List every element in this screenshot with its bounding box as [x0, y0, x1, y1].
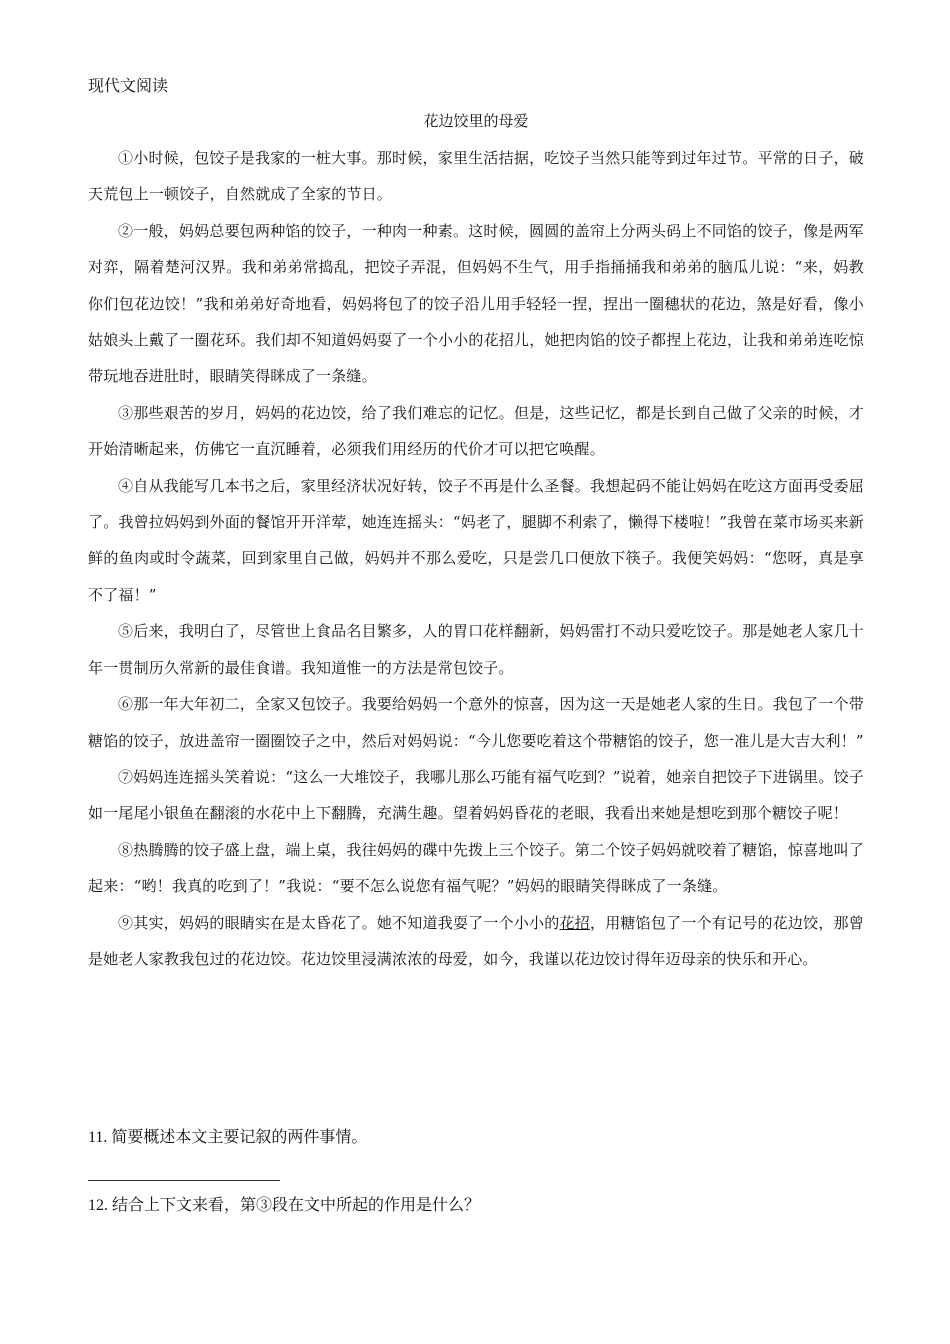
paragraph-9-before: ⑨其实，妈妈的眼睛实在是太昏花了。她不知道我耍了一个小小的	[118, 913, 560, 932]
paragraph-8: ⑧热腾腾的饺子盛上盘，端上桌，我往妈妈的碟中先拨上三个饺子。第二个饺子妈妈就咬着了糖馅，惊喜地叫了起来：“哟！我真的吃到了！”我说：“要不怎么说您有福气呢？”妈妈的眼睛笑得眯成了一条缝。	[88, 840, 864, 896]
question-11: 11. 简要概述本文主要记叙的两件事情。	[88, 1129, 368, 1146]
underlined-phrase: 花招	[559, 913, 590, 932]
article-body	[88, 140, 864, 977]
paragraph-2: ②一般，妈妈总要包两种馅的饺子，一种肉一种素。这时候，圆圆的盖帘上分两头码上不同馅的饺子，像是两军对弈，隔着楚河汉界。我和弟弟常捣乱，把饺子弄混，但妈妈不生气，用手指捅捅我和弟弟的脑瓜儿说：“来，妈教你们包花边饺！”我和弟弟好奇地看，妈妈将包了的饺子沿儿用手轻轻一捏，捏出一圈穗状的花边，煞是好看，像小姑娘头上戴了一圈花环。我们却不知道妈妈耍了一个小小的花招儿，她把肉馅的饺子都捏上花边，让我和弟弟连吃惊带玩地吞进肚时，眼睛笑得眯成了一条缝。	[88, 221, 864, 386]
paragraph-3: ③那些艰苦的岁月，妈妈的花边饺，给了我们难忘的记忆。但是，这些记忆，都是长到自己做了父亲的时候，才开始清晰起来，仿佛它一直沉睡着，必须我们用经历的代价才可以把它唤醒。	[88, 403, 864, 459]
paragraph-9	[88, 905, 864, 978]
answer-line[interactable]	[88, 1180, 280, 1181]
paragraph-1: ①小时候，包饺子是我家的一桩大事。那时候，家里生活拮据，吃饺子当然只能等到过年过节。平常的日子，破天荒包上一顿饺子，自然就成了全家的节日。	[88, 149, 864, 204]
article-title: 花边饺里的母爱	[423, 112, 529, 130]
question-12: 12. 结合上下文来看，第③段在文中所起的作用是什么？	[88, 1197, 481, 1214]
paragraph-6: ⑥那一年大年初二，全家又包饺子。我要给妈妈一个意外的惊喜，因为这一天是她老人家的生日。我包了一个带糖馅的饺子，放进盖帘一圈圈饺子之中，然后对妈妈说：“今儿您要吃着这个带糖馅的饺子，您一准儿是大吉大利！”	[88, 695, 864, 750]
paragraph-9-after: ，用糖馅包了一个有记号的花边饺，那曾是她老人家教我包过的花边饺。花边饺里浸满浓浓的母爱，如今，我谨以花边饺讨得年迈母亲的快乐和开心。	[88, 913, 864, 968]
paragraph-7: ⑦妈妈连连摇头笑着说：“这么一大堆饺子，我哪儿那么巧能有福气吃到？”说着，她亲自把饺子下进锅里。饺子如一尾尾小银鱼在翻滚的水花中上下翻腾，充满生趣。望着妈妈昏花的老眼，我看出来她是想吃到那个糖饺子呢！	[88, 767, 864, 823]
paragraph-4: ④自从我能写几本书之后，家里经济状况好转，饺子不再是什么圣餐。我想起码不能让妈妈在吃这方面再受委屈了。我曾拉妈妈到外面的餐馆开开洋荤，她连连摇头：“妈老了，腿脚不利索了，懒得下楼啦！”我曾在菜市场买来新鲜的鱼肉或时令蔬菜，回到家里自己做，妈妈并不那么爱吃，只是尝几口便放下筷子。我便笑妈妈：“您呀，真是享不了福！”	[88, 476, 864, 604]
section-label: 现代文阅读	[88, 76, 169, 95]
paragraph-5: ⑤后来，我明白了，尽管世上食品名目繁多，人的胃口花样翻新，妈妈雷打不动只爱吃饺子。那是她老人家几十年一贯制历久常新的最佳食谱。我知道惟一的方法是常包饺子。	[88, 622, 864, 677]
